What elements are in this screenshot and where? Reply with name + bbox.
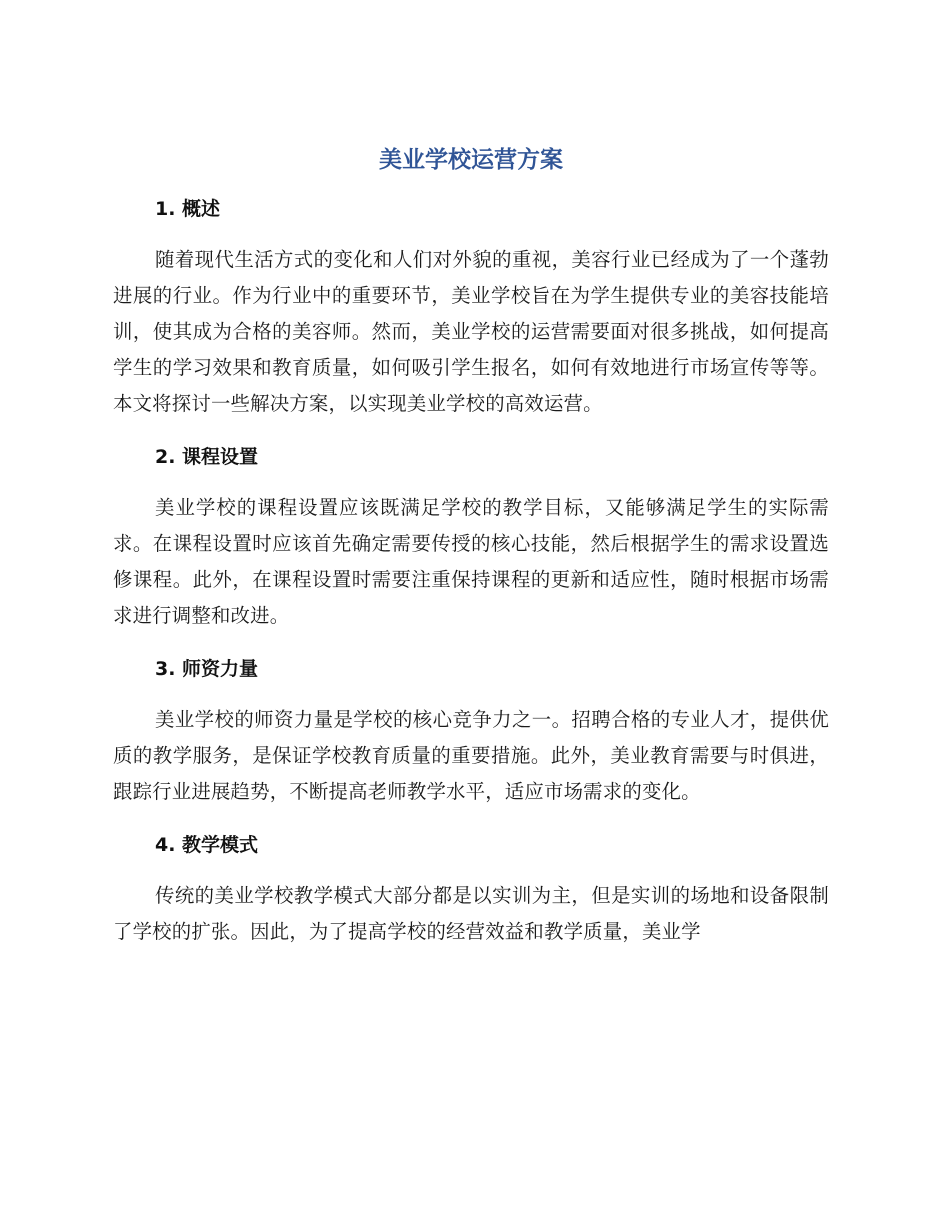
section-heading: 3. 师资力量 [155,658,259,680]
section-teaching-mode [113,830,829,950]
document-page [113,140,829,970]
section-heading: 1. 概述 [155,198,221,220]
section-paragraph: 随着现代生活方式的变化和人们对外貌的重视，美容行业已经成为了一个蓬勃进展的行业。作为行业中的重要环节，美业学校旨在为学生提供专业的美容技能培训，使其成为合格的美容师。然而，美业学校的运营需要面对很多挑战，如何提高学生的学习效果和教育质量，如何吸引学生报名，如何有效地进行市场宣传等等。本文将探讨一些解决方案，以实现美业学校的高效运营。 [113,248,829,415]
section-overview [113,194,829,422]
section-heading: 4. 教学模式 [155,834,259,856]
section-curriculum [113,442,829,634]
section-paragraph: 美业学校的课程设置应该既满足学校的教学目标，又能够满足学生的实际需求。在课程设置时应该首先确定需要传授的核心技能，然后根据学生的需求设置选修课程。此外，在课程设置时需要注重保持课程的更新和适应性，随时根据市场需求进行调整和改进。 [113,496,829,627]
document-title: 美业学校运营方案 [379,147,563,173]
section-faculty [113,654,829,810]
section-paragraph: 传统的美业学校教学模式大部分都是以实训为主，但是实训的场地和设备限制了学校的扩张。因此，为了提高学校的经营效益和教学质量，美业学 [113,884,829,943]
section-heading: 2. 课程设置 [155,446,259,468]
section-paragraph: 美业学校的师资力量是学校的核心竞争力之一。招聘合格的专业人才，提供优质的教学服务，是保证学校教育质量的重要措施。此外，美业教育需要与时俱进，跟踪行业进展趋势，不断提高老师教学水平，适应市场需求的变化。 [113,708,829,803]
